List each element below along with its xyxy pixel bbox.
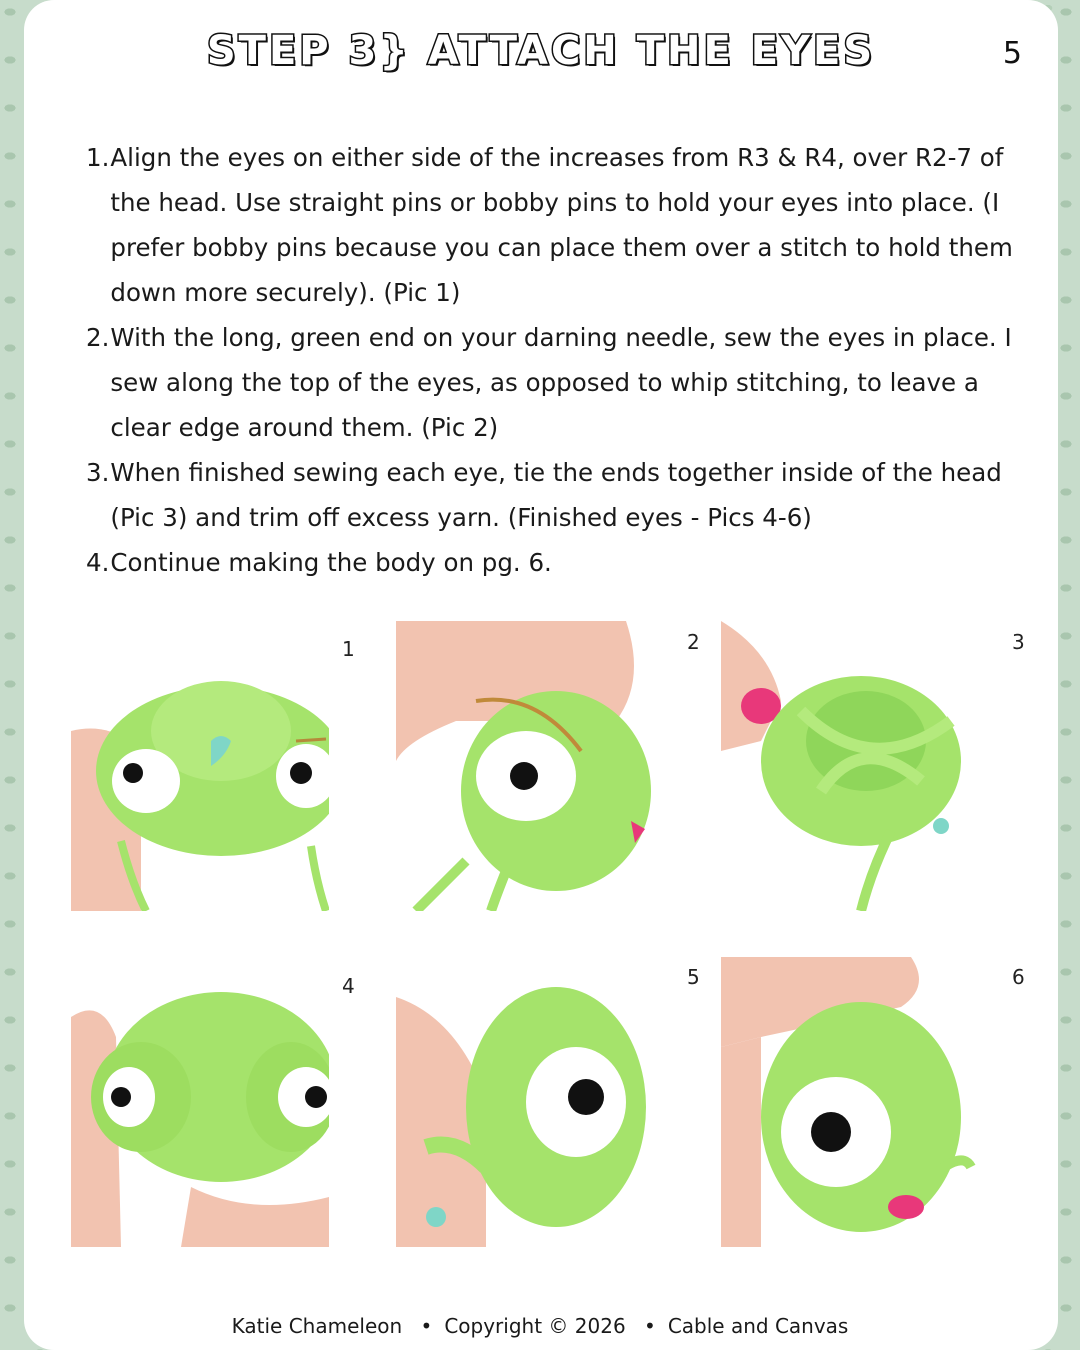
footer-separator: • xyxy=(644,1314,656,1338)
page-title: STEP 3} ATTACH THE EYES xyxy=(206,28,876,74)
step-item xyxy=(86,540,1026,585)
crochet-sewing-eye-image xyxy=(396,621,654,911)
photo-label: 6 xyxy=(1012,965,1025,989)
crochet-head-pinned-image xyxy=(71,621,329,911)
step-number: 3. xyxy=(86,458,110,487)
footer-brand: Cable and Canvas xyxy=(667,1314,849,1338)
photo-6 xyxy=(721,957,979,1247)
step-text: When finished sewing each eye, tie the ends together inside of the head (Pic 3) and trim off excess yarn. (Finished eyes - Pics 4-6) xyxy=(110,458,1002,532)
finished-eye-closeup-image xyxy=(721,957,979,1247)
photo-label: 5 xyxy=(687,965,700,989)
crochet-tied-ends-image xyxy=(721,621,979,911)
step-item xyxy=(86,450,1026,540)
step-item xyxy=(86,135,1026,315)
finished-eyes-front-image xyxy=(71,957,329,1247)
photo-5 xyxy=(396,957,654,1247)
finished-eye-side-image xyxy=(396,957,654,1247)
photo-label: 4 xyxy=(342,974,355,998)
step-number: 4. xyxy=(86,548,110,577)
step-text: Continue making the body on pg. 6. xyxy=(110,548,552,577)
footer xyxy=(0,1314,1080,1338)
instruction-page xyxy=(24,0,1058,1350)
footer-separator: • xyxy=(420,1314,433,1338)
photo-2 xyxy=(396,621,654,911)
photo-label: 2 xyxy=(687,630,700,654)
photo-3 xyxy=(721,621,979,911)
step-number: 1. xyxy=(86,143,110,172)
step-text: Align the eyes on either side of the increases from R3 & R4, over R2-7 of the head. Use straight pins or bobby pins to hold your eyes into place. (I prefer bobby pins because you can place them over a stitch to hold them down more securely). (Pic 1) xyxy=(110,143,1013,307)
photo-label: 1 xyxy=(342,637,355,661)
photo-4 xyxy=(71,957,329,1247)
footer-copyright: Copyright © 2026 xyxy=(444,1314,626,1338)
step-number: 2. xyxy=(86,323,110,352)
footer-pattern-name: Katie Chameleon xyxy=(231,1314,403,1338)
photo-1 xyxy=(71,621,329,911)
step-text: With the long, green end on your darning needle, sew the eyes in place. I sew along the top of the eyes, as opposed to whip stitching, to leave a clear edge around them. (Pic 2) xyxy=(110,323,1012,442)
photo-label: 3 xyxy=(1012,630,1025,654)
step-item xyxy=(86,315,1026,450)
steps-list xyxy=(86,135,1026,585)
page-number: 5 xyxy=(1002,36,1022,71)
